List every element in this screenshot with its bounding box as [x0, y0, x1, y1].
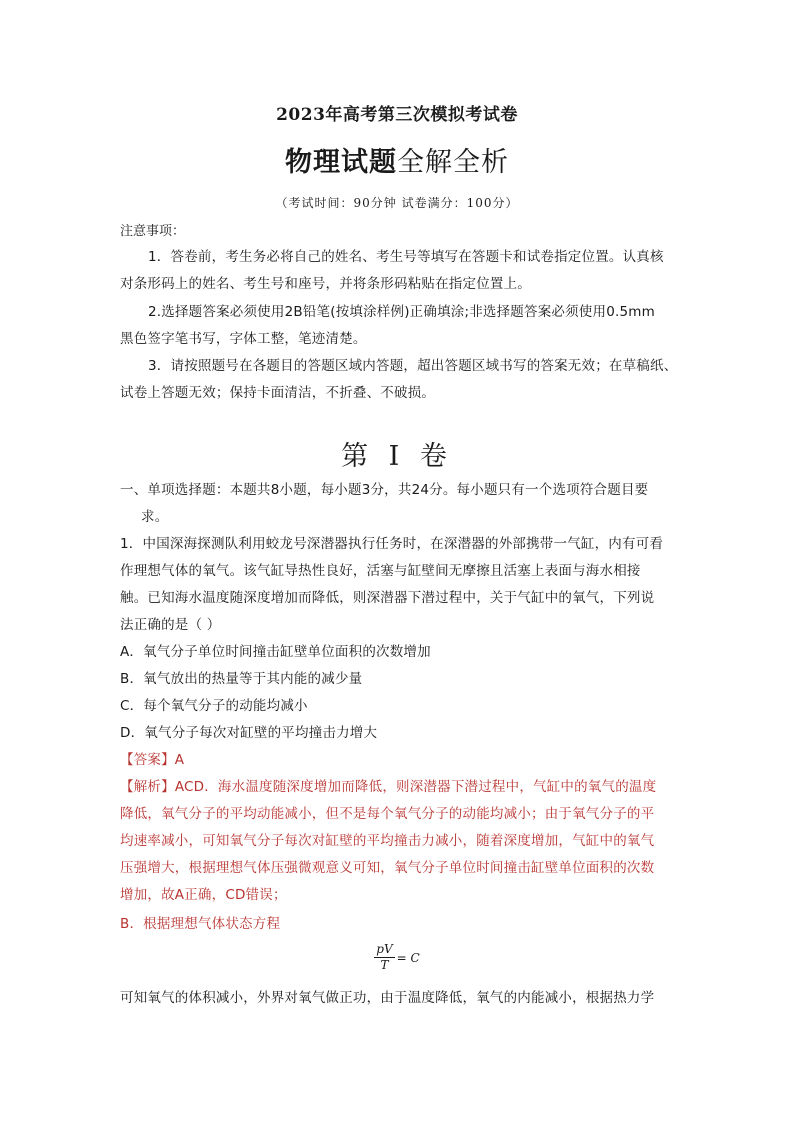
option-b: B．氧气放出的热量等于其内能的减少量 [120, 671, 363, 687]
question-stem-line: 作理想气体的氧气。该气缸导热性良好，活塞与缸壁间无摩擦且活塞上表面与海水相接 [120, 563, 641, 579]
analysis-line: B．根据理想气体状态方程 [120, 916, 281, 932]
equation-fraction [374, 942, 394, 973]
option-c: C．每个氧气分子的动能均减小 [120, 698, 308, 714]
note-line: 3．请按照题号在各题目的答题区域内答题，超出答题区域书写的答案无效；在草稿纸、 [148, 358, 678, 374]
section-instruction: 一、单项选择题：本题共8小题，每小题3分，共24分。每小题只有一个选项符合题目要 [120, 482, 649, 498]
equation-numerator: pV [376, 942, 393, 956]
analysis-line [120, 777, 656, 797]
equation-denominator: T [380, 958, 389, 972]
analysis-text: ACD．海水温度随深度增加而降低，则深潜器下潜过程中，气缸中的氧气的温度 [174, 779, 657, 795]
subject-title-rest: 全解全析 [397, 147, 509, 178]
analysis-label: 【解析】 [120, 779, 175, 795]
option-d: D．氧气分子每次对缸壁的平均撞击力增大 [120, 725, 378, 741]
note-line: 试卷上答题无效；保持卡面清洁，不折叠、不破损。 [120, 385, 436, 401]
analysis-line: 压强增大，根据理想气体压强微观意义可知，氧气分子单位时间撞击缸壁单位面积的次数 [120, 860, 655, 876]
section-instruction: 求。 [141, 509, 169, 525]
analysis-line: 增加，故A正确，CD错误； [120, 887, 287, 903]
note-line: 黑色签字笔书写，字体工整，笔迹清楚。 [120, 331, 367, 347]
note-line: 对条形码上的姓名、考生号和座号，并将条形码粘贴在指定位置上。 [120, 276, 531, 292]
question-stem-line: 1．中国深海探测队利用蛟龙号深潜器执行任务时，在深潜器的外部携带一气缸，内有可看 [120, 536, 664, 552]
note-line: 2.选择题答案必须使用2B铅笔(按填涂样例)正确填涂;非选择题答案必须使用0.5mm [148, 304, 655, 320]
note-line: 1．答卷前，考生务必将自己的姓名、考生号等填写在答题卡和试卷指定位置。认真核 [148, 249, 664, 265]
analysis-line: 均速率减小，可知氧气分子每次对缸壁的平均撞击力减小，随着深度增加，气缸中的氧气 [120, 833, 655, 849]
analysis-continuation: 可知氧气的体积减小，外界对氧气做正功，由于温度降低，氧气的内能减小，根据热力学 [120, 990, 655, 1006]
section-title: 第 I 卷 [341, 441, 453, 472]
analysis-line: 降低，氧气分子的平均动能减小，但不是每个氧气分子的动能均减小；由于氧气分子的平 [120, 806, 655, 822]
equation-rhs: = C [396, 950, 420, 965]
subject-title [0, 140, 794, 179]
exam-title: 2023年高考第三次模拟考试卷 [276, 105, 518, 125]
question-stem-line: 法正确的是（ ） [120, 617, 221, 633]
state-equation [0, 942, 794, 973]
notes-heading: 注意事项： [120, 224, 186, 239]
question-stem-line: 触。已知海水温度随深度增加而降低，则深潜器下潜过程中，关于气缸中的氧气，下列说 [120, 590, 655, 606]
exam-info: （考试时间：90分钟 试卷满分：100分） [275, 196, 519, 210]
subject-title-bold: 物理试题 [285, 147, 397, 178]
answer-line: 【答案】A [120, 752, 185, 768]
option-a: A．氧气分子单位时间撞击缸壁单位面积的次数增加 [120, 644, 431, 660]
